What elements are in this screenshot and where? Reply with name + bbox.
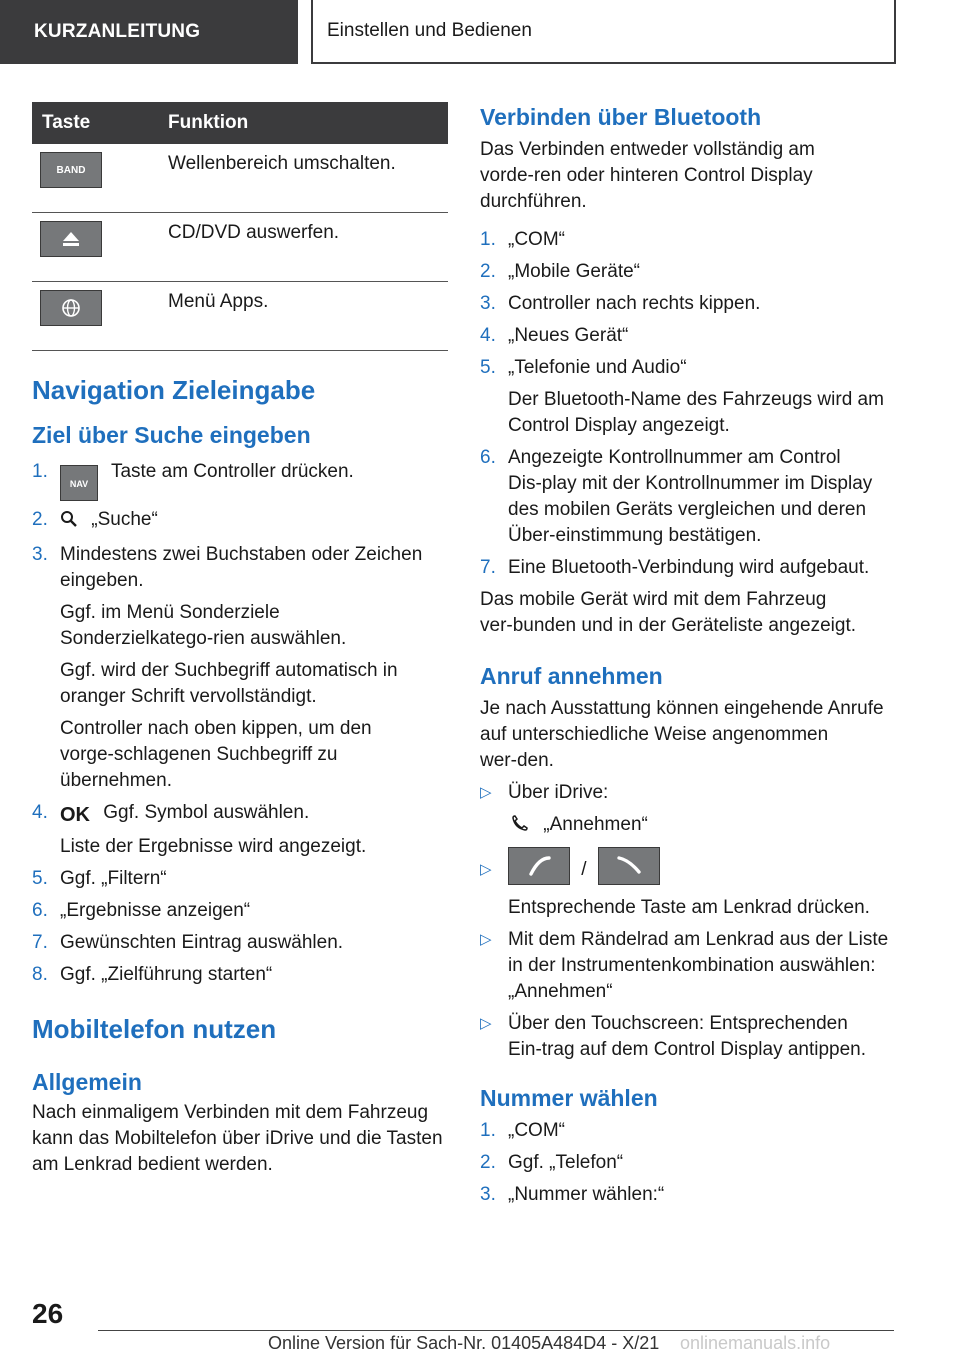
table-header-key: Taste <box>32 102 168 144</box>
bullet-text: Über iDrive: <box>508 782 609 803</box>
step-text: Controller nach rechts kippen. <box>508 293 761 314</box>
step-number: 8. <box>32 964 48 985</box>
step-text: Eine Bluetooth-Verbindung wird aufgebaut. <box>508 557 870 578</box>
bluetooth-outro: Das mobile Gerät wird mit dem Fahrzeug ver‑bunden und in der Geräteliste angezeigt. <box>480 589 857 636</box>
footer-divider <box>98 1330 894 1331</box>
list-item <box>480 291 898 317</box>
answer-heading: Anruf annehmen <box>480 663 663 689</box>
search-icon <box>60 510 78 536</box>
step-text: Ggf. „Zielführung starten“ <box>60 964 273 985</box>
bullet-note: Entsprechende Taste am Lenkrad drücken. <box>508 897 870 918</box>
step-number: 1. <box>32 461 48 482</box>
step-number: 2. <box>480 261 496 282</box>
navigation-heading: Navigation Zieleingabe <box>32 375 316 405</box>
step-number: 3. <box>480 293 496 314</box>
bluetooth-steps <box>480 227 898 581</box>
bluetooth-intro: Das Verbinden entweder vollständig am vorde‑ren oder hinteren Control Display durchführen. <box>480 139 815 212</box>
step-text: „Mobile Geräte“ <box>508 261 640 282</box>
general-subheading: Allgemein <box>32 1069 142 1095</box>
step-text: Angezeigte Kontrollnummer am Control Dis‑play mit der Kontrollnummer im Display des mobilen Geräts vergleichen und deren Über‑einstimmung bestätigen. <box>508 447 873 546</box>
list-item <box>480 780 898 841</box>
left-column <box>32 102 448 1178</box>
bullet-note: „Annehmen“ <box>543 814 648 835</box>
list-item <box>480 847 898 921</box>
table-header-function: Funktion <box>168 102 448 144</box>
step-number: 5. <box>32 868 48 889</box>
key-function-table <box>32 102 448 351</box>
table-row <box>32 282 448 351</box>
list-item <box>480 1150 898 1176</box>
step-note: Ggf. wird der Suchbegriff automatisch in oranger Schrift vervollständigt. <box>60 660 398 707</box>
page-number: 26 <box>32 1298 64 1329</box>
step-text: „COM“ <box>508 1120 565 1141</box>
accept-call-key-icon <box>508 847 570 885</box>
mobile-paragraph: Nach einmaligem Verbinden mit dem Fahrzeug kann das Mobiltelefon über iDrive und die Tasten am Lenkrad bedient werden. <box>32 1102 443 1175</box>
list-item <box>32 962 448 988</box>
table-cell-function: Menü Apps. <box>168 282 448 351</box>
list-item <box>480 1011 898 1063</box>
table-cell-function: CD/DVD auswerfen. <box>168 213 448 282</box>
step-text: „Ergebnisse anzeigen“ <box>60 900 251 921</box>
step-note: Controller nach oben kippen, um den vorge‑schlagenen Suchbegriff zu übernehmen. <box>60 718 372 791</box>
table-row <box>32 144 448 213</box>
step-number: 5. <box>480 357 496 378</box>
step-number: 4. <box>32 802 48 823</box>
apps-icon <box>40 290 102 326</box>
triangle-marker-icon: ▷ <box>480 861 492 878</box>
phone-icon <box>510 813 530 841</box>
step-number: 1. <box>480 1120 496 1141</box>
chapter-title: Einstellen und Bedienen <box>311 0 896 64</box>
list-item <box>32 542 448 794</box>
list-item <box>480 555 898 581</box>
step-text: „Nummer wählen:“ <box>508 1184 665 1205</box>
triangle-marker-icon: ▷ <box>480 1015 492 1032</box>
list-item <box>480 355 898 439</box>
table-row <box>32 213 448 282</box>
list-item <box>480 1182 898 1208</box>
step-number: 6. <box>32 900 48 921</box>
step-text: „Suche“ <box>91 509 158 530</box>
step-number: 2. <box>32 509 48 530</box>
step-note: Ggf. im Menü Sonderziele Sonderzielkatego‑rien auswählen. <box>60 602 347 649</box>
triangle-marker-icon: ▷ <box>480 784 492 801</box>
list-item <box>32 800 448 860</box>
answer-options <box>480 780 898 1063</box>
bullet-text: Mit dem Rändelrad am Lenkrad aus der Liste in der Instrumentenkombination auswählen: „Annehmen“ <box>508 929 889 1002</box>
band-key-icon: BAND <box>40 152 102 188</box>
mobile-heading: Mobiltelefon nutzen <box>32 1014 277 1044</box>
step-note: Der Bluetooth-Name des Fahrzeugs wird am Control Display angezeigt. <box>508 389 884 436</box>
step-text: „Neues Gerät“ <box>508 325 629 346</box>
step-text: Taste am Controller drücken. <box>110 461 354 482</box>
bullet-text: Über den Touchscreen: Entsprechenden Ein‑trag auf dem Control Display antippen. <box>508 1013 867 1060</box>
step-number: 4. <box>480 325 496 346</box>
answer-intro: Je nach Ausstattung können eingehende Anrufe auf unterschiedliche Weise angenommen wer‑den. <box>480 698 884 771</box>
step-number: 6. <box>480 447 496 468</box>
right-column <box>480 102 898 1214</box>
list-item <box>480 259 898 285</box>
step-text: „COM“ <box>508 229 565 250</box>
step-text: Mindestens zwei Buchstaben oder Zeichen eingeben. <box>60 544 423 591</box>
search-subheading: Ziel über Suche eingeben <box>32 422 311 448</box>
step-text: Ggf. „Filtern“ <box>60 868 167 889</box>
step-number: 3. <box>480 1184 496 1205</box>
bluetooth-heading: Verbinden über Bluetooth <box>480 104 762 130</box>
list-item <box>480 1118 898 1144</box>
call-key-icon <box>598 847 660 885</box>
list-item <box>32 930 448 956</box>
navigation-steps <box>32 459 448 988</box>
nav-key-icon: NAV <box>60 465 98 501</box>
step-number: 3. <box>32 544 48 565</box>
section-tab: KURZANLEITUNG <box>0 0 298 64</box>
step-text: Ggf. Symbol auswählen. <box>103 802 310 823</box>
table-cell-function: Wellenbereich umschalten. <box>168 144 448 213</box>
step-text: Gewünschten Eintrag auswählen. <box>60 932 344 953</box>
list-item <box>32 866 448 892</box>
list-item <box>32 898 448 924</box>
dial-heading: Nummer wählen <box>480 1085 658 1111</box>
step-number: 7. <box>480 557 496 578</box>
list-item <box>480 227 898 253</box>
page-header <box>0 0 960 66</box>
list-item <box>32 507 448 536</box>
list-item <box>480 445 898 549</box>
step-note: Liste der Ergebnisse wird angezeigt. <box>60 836 367 857</box>
step-text: „Telefonie und Audio“ <box>508 357 687 378</box>
step-number: 2. <box>480 1152 496 1173</box>
step-number: 7. <box>32 932 48 953</box>
eject-icon <box>40 221 102 257</box>
step-number: 1. <box>480 229 496 250</box>
list-item <box>480 323 898 349</box>
step-text: Ggf. „Telefon“ <box>508 1152 624 1173</box>
watermark: onlinemanuals.info <box>680 1333 831 1353</box>
list-item <box>480 927 898 1005</box>
list-item <box>32 459 448 501</box>
ok-symbol-icon: OK <box>60 804 90 826</box>
footer-text: Online Version für Sach-Nr. 01405A484D4 - X/21 <box>268 1333 660 1353</box>
dial-steps <box>480 1118 898 1208</box>
triangle-marker-icon: ▷ <box>480 931 492 948</box>
key-separator: / <box>581 859 587 880</box>
